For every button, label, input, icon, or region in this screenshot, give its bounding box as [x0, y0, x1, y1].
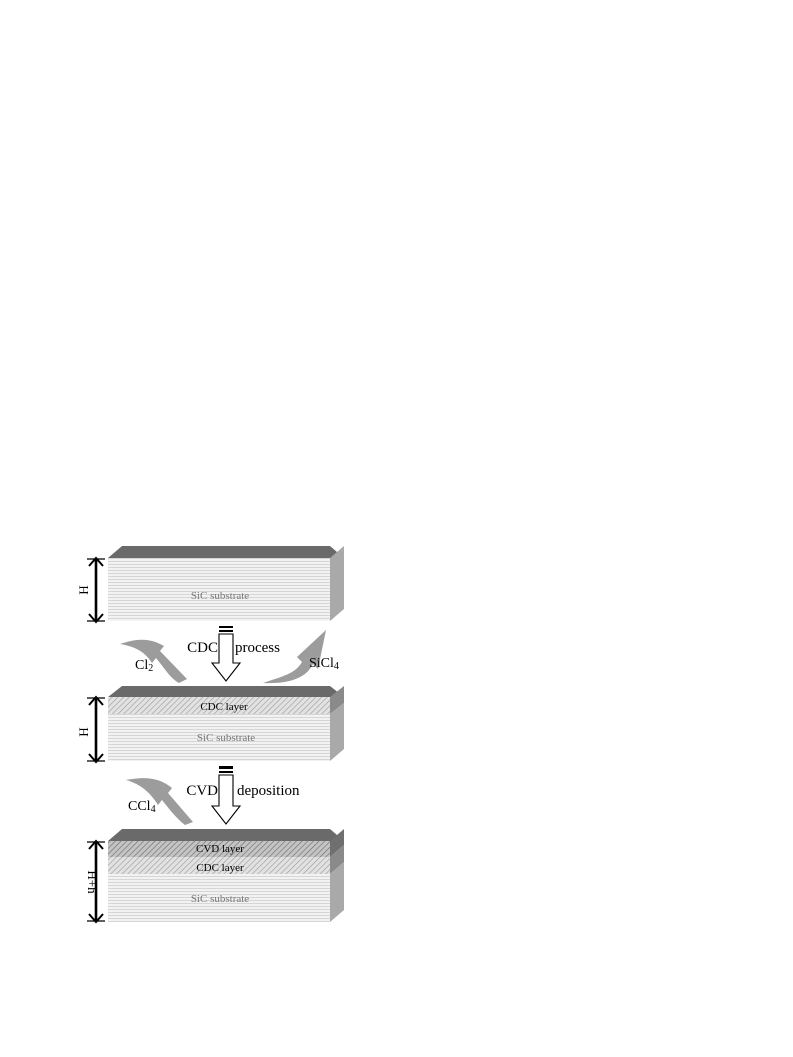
- cl2-inflow-arrow: [120, 640, 187, 683]
- block-2-substrate-label: SiC substrate: [196, 732, 256, 744]
- step-1-cdc-process: [120, 626, 339, 683]
- block-1-top-face: [108, 546, 344, 558]
- block-3-cvd-label: CVD layer: [196, 843, 244, 855]
- block-3-top-face: [108, 829, 344, 841]
- step-2-cvd-deposition: [126, 766, 300, 825]
- block-3: [85, 829, 344, 922]
- block-1-height-label: H: [76, 585, 91, 595]
- step-1-right-text: process: [235, 640, 280, 656]
- step-2-right-text: deposition: [237, 783, 300, 799]
- block-3-substrate-label: SiC substrate: [190, 893, 250, 905]
- step-1-left-text: CDC: [187, 640, 218, 656]
- block-2-top-face: [108, 686, 344, 697]
- block-1: [76, 546, 344, 622]
- sicl4-label: SiCl4: [309, 656, 339, 672]
- block-3-cdc-label: CDC layer: [196, 862, 244, 874]
- ccl4-label: CCl4: [128, 799, 156, 815]
- cl2-label: Cl2: [135, 658, 154, 674]
- block-3-height-label: H+h: [85, 870, 100, 894]
- block-2: [76, 686, 344, 762]
- block-1-substrate-label: SiC substrate: [190, 590, 250, 602]
- block-2-height-label: H: [76, 727, 91, 737]
- step-2-left-text: CVD: [186, 783, 218, 799]
- block-1-side-face: [330, 546, 344, 621]
- block-2-cdc-label: CDC layer: [200, 701, 248, 713]
